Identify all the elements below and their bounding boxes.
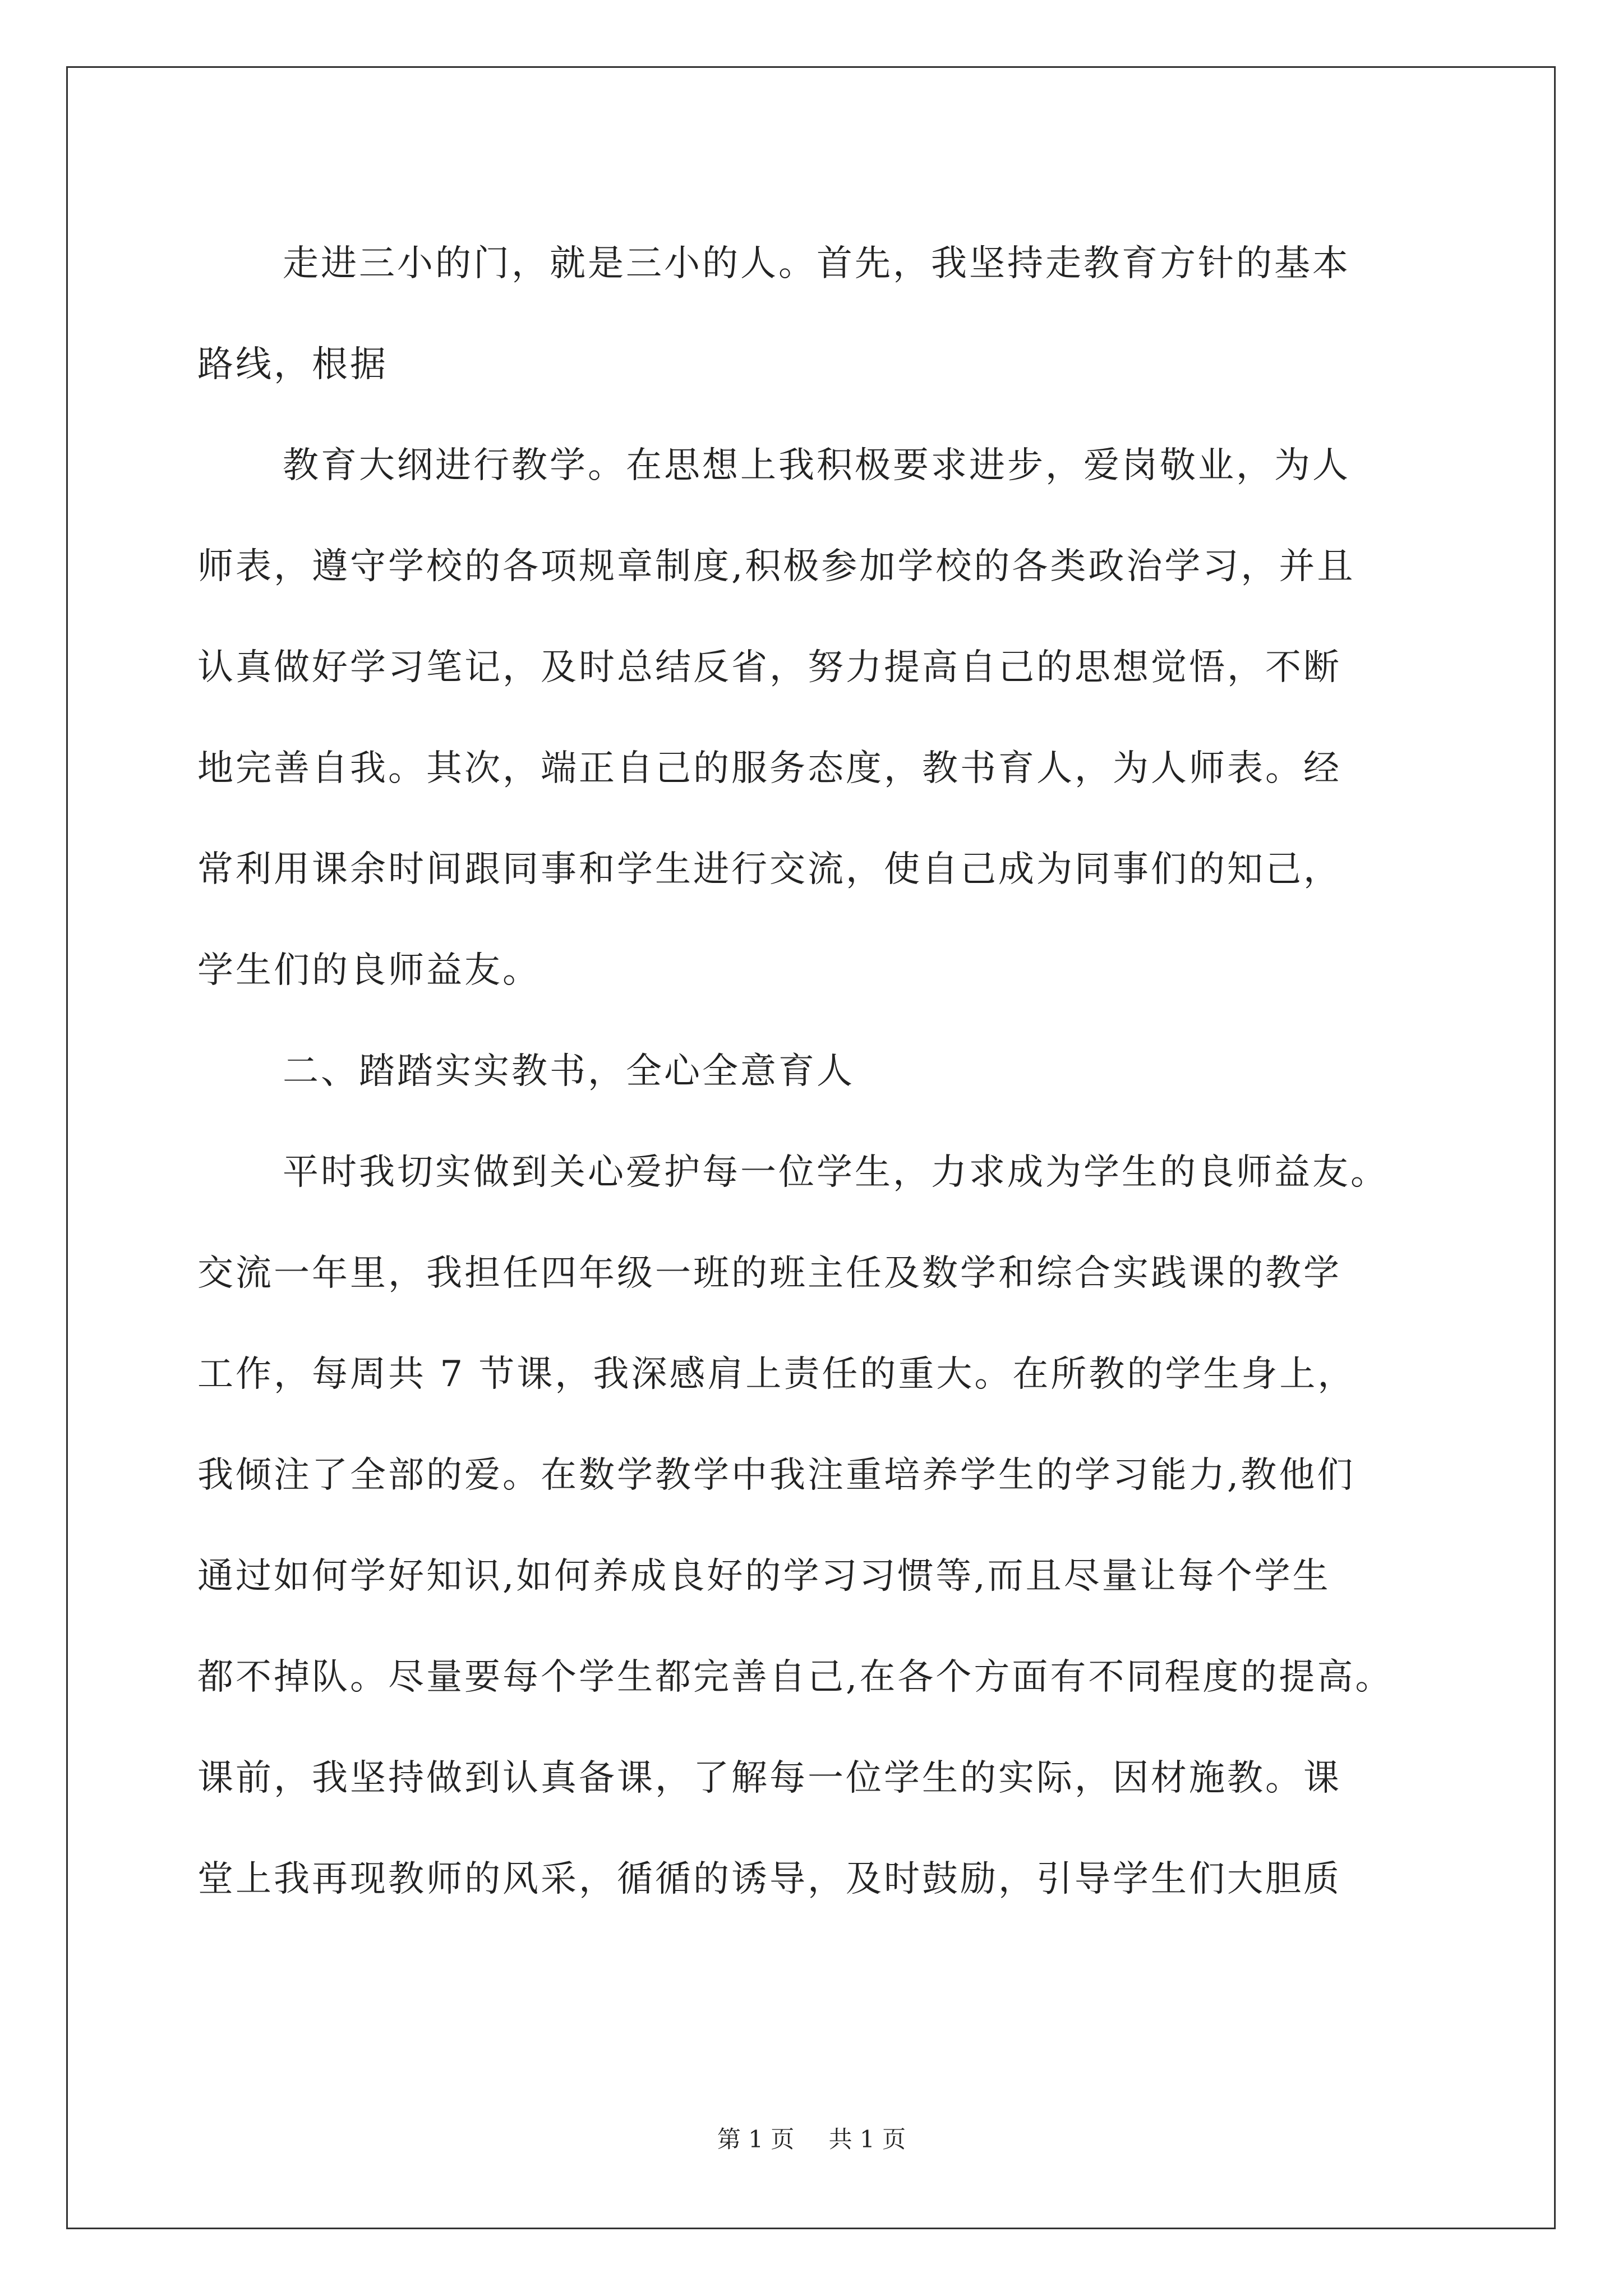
page-footer: [0, 2123, 1623, 2156]
text-line: 师表，遵守学校的各项规章制度,积极参加学校的各类政治学习，并且: [197, 546, 1355, 587]
text-line: 认真做好学习笔记，及时总结反省，努力提高自己的思想觉悟，不断: [197, 647, 1341, 688]
page-number: 第 1 页: [717, 2125, 795, 2153]
section-heading: 二、踏踏实实教书，全心全意育人: [283, 1051, 855, 1092]
text-line: 路线，根据: [197, 344, 388, 385]
text-line: 堂上我再现教师的风采，循循的诱导，及时鼓励，引导学生们大胆质: [197, 1858, 1341, 1900]
text-line: 常利用课余时间跟同事和学生进行交流，使自己成为同事们的知己，: [197, 849, 1341, 890]
text-line: 工作，每周共 7 节课，我深感肩上责任的重大。在所教的学生身上，: [197, 1354, 1356, 1395]
text-line: 通过如何学好知识,如何养成良好的学习习惯等,而且尽量让每个学生: [197, 1556, 1331, 1597]
document-body: [197, 213, 1431, 1930]
text-line: 交流一年里，我担任四年级一班的班主任及数学和综合实践课的教学: [197, 1253, 1341, 1294]
text-line: 地完善自我。其次，端正自己的服务态度，教书育人，为人师表。经: [197, 748, 1341, 789]
text-line: 教育大纲进行教学。在思想上我积极要求进步，爱岗敬业，为人: [283, 445, 1350, 486]
page-total: 共 1 页: [828, 2125, 906, 2153]
text-line: 走进三小的门，就是三小的人。首先，我坚持走教育方针的基本: [283, 243, 1350, 284]
text-line: 课前，我坚持做到认真备课，了解每一位学生的实际，因材施教。课: [197, 1757, 1341, 1799]
text-line: 学生们的良师益友。: [197, 950, 541, 991]
text-line: 平时我切实做到关心爱护每一位学生，力求成为学生的良师益友。: [283, 1152, 1389, 1193]
text-line: 都不掉队。尽量要每个学生都完善自己,在各个方面有不同程度的提高。: [197, 1657, 1394, 1698]
text-line: 我倾注了全部的爱。在数学教学中我注重培养学生的学习能力,教他们: [197, 1455, 1355, 1496]
